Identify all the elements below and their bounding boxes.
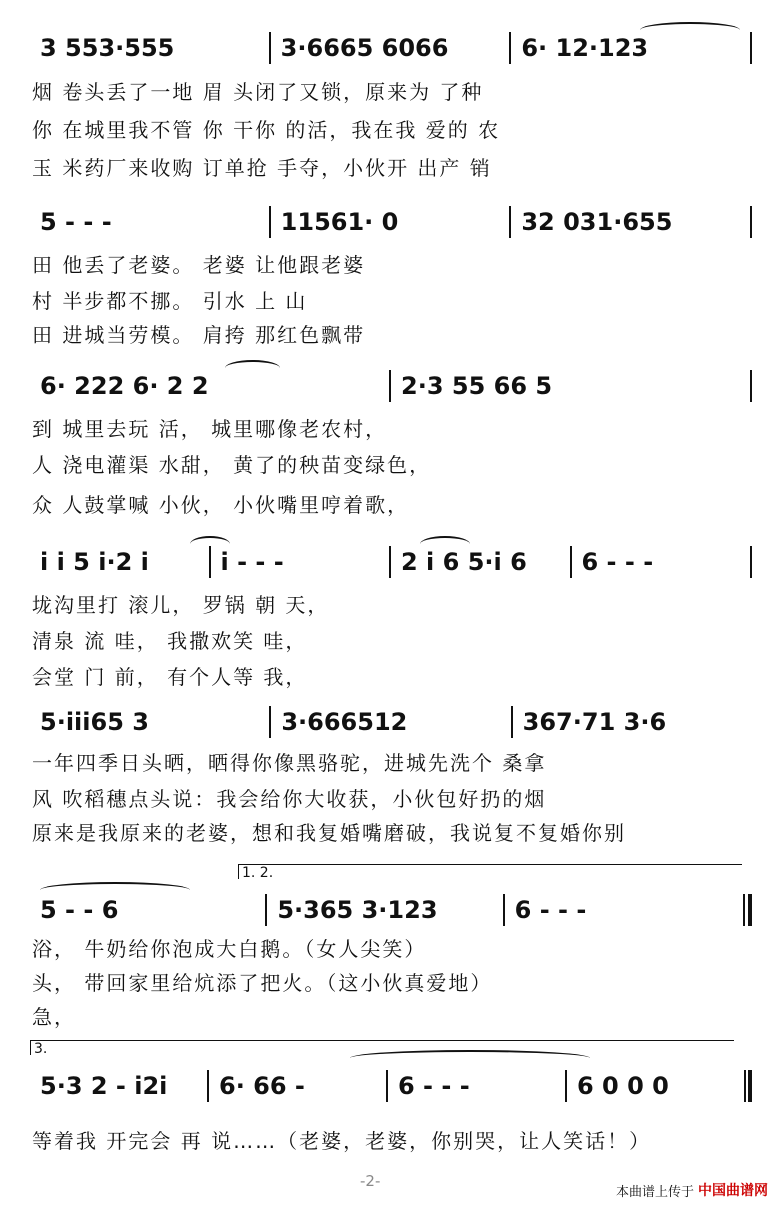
notation-row [30,204,752,240]
measure: i i 5 i·2 i [40,548,149,576]
source-prefix: 本曲谱上传于 [615,1184,694,1200]
measure: i - - - [220,548,284,576]
measure: 11561· 0 [280,208,399,236]
slur-mark [420,536,470,552]
lyric-line-2: 头， 带回家里给炕添了把火。（这小伙真爱地） [32,970,493,995]
measure: 32 031·655 [521,208,673,236]
bar-line [750,206,752,238]
lyric-line-3: 原来是我原来的老婆，想和我复婚嘴磨破，我说复不复婚你别 [32,820,626,845]
measure: 6 - - - [514,896,587,924]
measure: 6· 12·123 [521,34,649,62]
lyric-line-1: 等着我 开完会 再 说……（老婆，老婆，你别哭，让人笑话！） [32,1128,652,1153]
lyric-line-2: 人 浇电灌渠 水甜， 黄了的秧苗变绿色， [32,452,432,477]
measure: 6 - - - [398,1072,470,1100]
slur-mark [225,360,280,376]
lyric-line-2: 你 在城里我不管 你 干你 的活，我在我 爱的 农 [32,117,501,142]
notation-row [30,1068,752,1104]
lyric-line-1: 浴， 牛奶给你泡成大白鹅。（女人尖笑） [32,936,427,961]
lyric-line-1: 到 城里去玩 活， 城里哪像老农村， [32,416,388,441]
measure: 5·3 2 - i2i [40,1072,168,1100]
final-bar-line [744,1070,752,1102]
lyric-line-1: 田 他丢了老婆。 老婆 让他跟老婆 [32,252,366,277]
measure: 6· 222 6· 2 2 [40,372,209,400]
volta-bracket: 1. 2. [238,864,742,879]
measure: 5·iii65 3 [40,708,149,736]
bar-line [750,370,752,402]
measure: 2·3 55 66 5 [401,372,553,400]
measure: 3·666512 [281,708,408,736]
notation-row [30,704,752,740]
slur-mark [350,1050,590,1066]
lyric-line-1: 烟 卷头丢了一地 眉 头闭了又锁，原来为 了种 [32,79,484,104]
measure: 5 - - - [40,208,112,236]
measure: 3 553·555 [40,34,175,62]
lyric-line-3: 会堂 门 前， 有个人等 我， [32,664,308,689]
page-number: -2- [360,1172,381,1190]
measure: 3·6665 6066 [280,34,449,62]
lyric-line-3: 田 进城当劳模。 肩挎 那红色飘带 [32,322,366,347]
volta-bracket: 3. [30,1040,734,1055]
measure: 5·365 3·123 [277,896,438,924]
lyric-line-1: 垅沟里打 滚儿， 罗锅 朝 天， [32,592,330,617]
measure: 6 0 0 0 [577,1072,669,1100]
repeat-sign [740,894,752,926]
lyric-line-2: 清泉 流 哇， 我撒欢笑 哇， [32,628,308,653]
notation-row [30,544,752,580]
slur-mark [640,22,740,38]
bar-line [750,32,752,64]
lyric-line-2: 风 吹稻穗点头说：我会给你大收获，小伙包好扔的烟 [32,786,547,811]
measure: 6 - - - [581,548,654,576]
bar-line [750,546,752,578]
lyric-line-3: 众 人鼓掌喊 小伙， 小伙嘴里哼着歌， [32,492,410,517]
lyric-line-1: 一年四季日头晒，晒得你像黑骆驼，进城先洗个 桑拿 [32,750,547,775]
measure: 2 i 6 5·i 6 [401,548,527,576]
notation-row [30,892,752,928]
site-logo[interactable]: 中国曲谱网 [698,1183,768,1199]
lyric-line-3: 玉 米药厂来收购 订单抢 手夺，小伙开 出产 销 [32,155,492,180]
source-credit [616,1180,768,1200]
measure: 5 - - 6 [40,896,119,924]
slur-mark [190,536,230,552]
notation-row [30,368,752,404]
measure: 367·71 3·6 [522,708,667,736]
measure: 6· 66 - [219,1072,305,1100]
lyric-line-2: 村 半步都不挪。 引水 上 山 [32,288,308,313]
lyric-line-3: 急， [32,1004,76,1029]
